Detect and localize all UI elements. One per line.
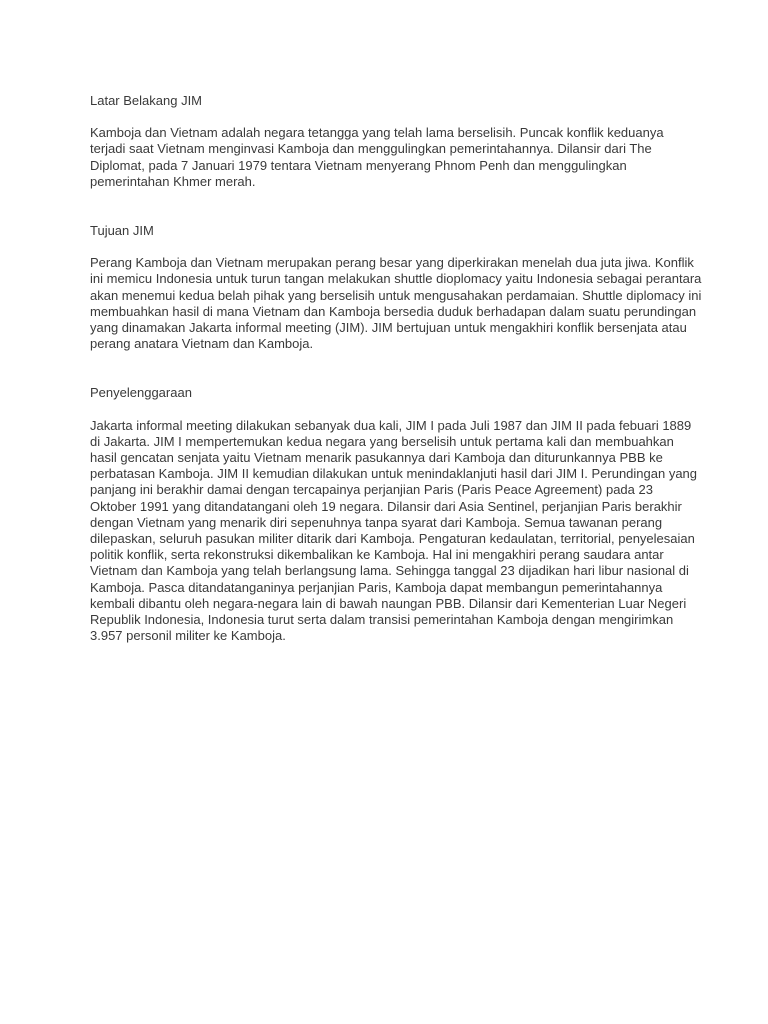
document-page [90,93,702,644]
section-heading-tujuan: Tujuan JIM [90,223,154,239]
spacer [90,402,702,418]
section-body-penyelenggaraan: Jakarta informal meeting dilakukan sebanyak dua kali, JIM I pada Juli 1987 dan JIM II pada febuari 1889 di Jakarta. JIM I mempertemukan kedua negara yang berselisih untuk pertama kali dan membuahkan hasil gencatan senjata yaitu Vietnam menarik pasukannya dari Kamboja dan diturunkannya PBB ke perbatasan Kamboja. JIM II kemudian dilakukan untuk menindaklanjuti hasil dari JIM I. Perundingan yang panjang ini berakhir damai dengan tercapainya perjanjian Paris (Paris Peace Agreement) pada 23 Oktober 1991 yang ditandatangani oleh 19 negara. Dilansir dari Asia Sentinel, perjanjian Paris berakhir dengan Vietnam yang menarik diri sepenuhnya tanpa syarat dari Kamboja. Semua tawanan perang dilepaskan, seluruh pasukan militer ditarik dari Kamboja. Pengaturan kedaulatan, territorial, penyelesaian politik konflik, serta rekonstruksi dikembalikan ke Kamboja. Hal ini mengakhiri perang saudara antar Vietnam dan Kamboja yang telah berlangsung lama. Sehingga tanggal 23 dijadikan hari libur nasional di Kamboja. Pasca ditandatanganinya perjanjian Paris, Kamboja dapat membangun pemerintahannya kembali dibantu oleh negara-negara lain di bawah naungan PBB. Dilansir dari Kementerian Luar Negeri Republik Indonesia, Indonesia turut serta dalam transisi pemerintahan Kamboja dengan mengirimkan 3.957 personil militer ke Kamboja. [90,417,698,644]
spacer [90,190,702,223]
section-heading-penyelenggaraan: Penyelenggaraan [90,385,192,401]
section-body-tujuan: Perang Kamboja dan Vietnam merupakan perang besar yang diperkirakan menelah dua juta jiwa. Konflik ini memicu Indonesia untuk turun tangan melakukan shuttle dioplomacy yaitu Indonesia sebagai perantara akan menemui kedua belah pihak yang berselisih untuk mengusahakan perdamaian. Shuttle diplomacy ini membuahkan hasil di mana Vietnam dan Kamboja bersedia duduk berhadapan dalam suatu perundingan yang dinamakan Jakarta informal meeting (JIM). JIM bertujuan untuk mengakhiri konflik bersenjata atau perang anatara Vietnam dan Kamboja. [90,255,702,352]
spacer [90,352,702,385]
section-heading-latar-belakang: Latar Belakang JIM [90,93,203,108]
spacer [90,109,702,125]
spacer [90,239,702,255]
section-body-latar-belakang: Kamboja dan Vietnam adalah negara tetangga yang telah lama berselisih. Puncak konflik keduanya terjadi saat Vietnam menginvasi Kamboja dan menggulingkan pemerintahannya. Dilansir dari The Diplomat, pada 7 Januari 1979 tentara Vietnam menyerang Phnom Penh dan menggulingkan pemerintahan Khmer merah. [90,125,664,189]
